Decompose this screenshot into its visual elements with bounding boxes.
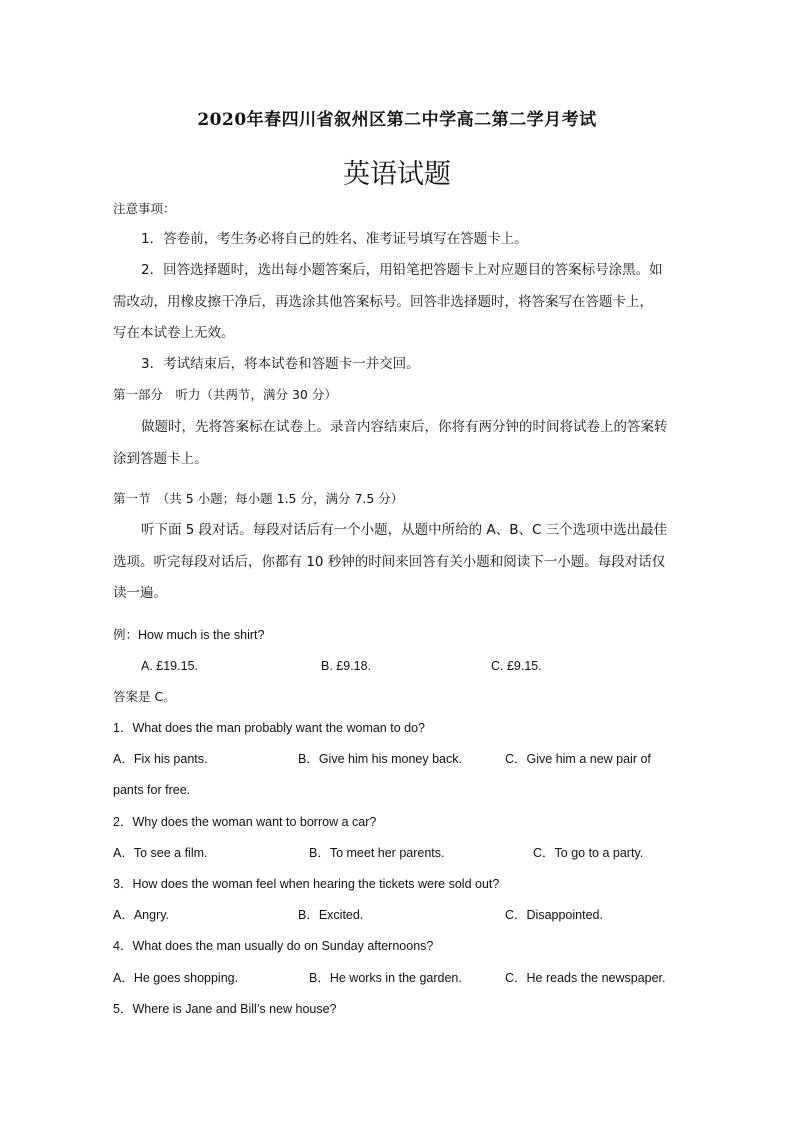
question-5: 5．Where is Jane and Bill’s new house? [113, 1002, 337, 1016]
question-2-options [113, 843, 683, 863]
question-1-option-c-continued: pants for free. [113, 783, 191, 797]
section1-intro-line-2: 选项。听完每段对话后，你都有 10 秒钟的时间来回答有关小题和阅读下一小题。每段对话仅 [113, 554, 666, 570]
notes-item-1: 1．答卷前，考生务必将自己的姓名、准考证号填写在答题卡上。 [141, 231, 528, 247]
section1-intro-line-3: 读一遍。 [113, 585, 167, 601]
question-4: 4．What does the man usually do on Sunday afternoons? [113, 939, 434, 953]
example-answer: 答案是 C。 [113, 689, 176, 704]
example-question: 例：How much is the shirt? [113, 628, 265, 642]
notes-heading: 注意事项： [113, 201, 176, 216]
part1-intro-line-2: 涂到答题卡上。 [113, 451, 208, 467]
question-1: 1．What does the man probably want the woman to do? [113, 721, 425, 735]
question-3: 3．How does the woman feel when hearing the tickets were sold out? [113, 877, 500, 891]
question-1-option-b: B．Give him his money back. [298, 752, 462, 766]
question-1-option-c: C．Give him a new pair of [505, 752, 651, 766]
question-3-option-c: C．Disappointed. [505, 908, 603, 922]
part1-intro-line-1: 做题时，先将答案标在试卷上。录音内容结束后，你将有两分钟的时间将试卷上的答案转 [141, 419, 668, 435]
example-option-a: A. £19.15. [141, 659, 198, 673]
question-4-option-c: C．He reads the newspaper. [505, 971, 666, 985]
question-3-option-b: B．Excited. [298, 908, 364, 922]
part1-heading: 第一部分 听力（共两节，满分 30 分） [113, 387, 337, 402]
section1-intro-line-1: 听下面 5 段对话。每段对话后有一个小题，从题中所给的 A、B、C 三个选项中选出最佳 [141, 522, 668, 538]
notes-item-2-line-3: 写在本试卷上无效。 [113, 325, 235, 341]
question-2: 2．Why does the woman want to borrow a car? [113, 815, 377, 829]
exam-subtitle: 英语试题 [343, 159, 451, 190]
question-3-option-a: A．Angry. [113, 908, 170, 922]
question-4-option-a: A．He goes shopping. [113, 971, 239, 985]
exam-title: 2020年春四川省叙州区第二中学高二第二学月考试 [197, 110, 597, 130]
section1-heading: 第一节 （共 5 小题；每小题 1.5 分，满分 7.5 分） [113, 491, 404, 506]
question-3-options [113, 905, 683, 925]
question-1-options [113, 749, 683, 769]
question-1-option-a: A．Fix his pants. [113, 752, 208, 766]
question-2-option-a: A．To see a film. [113, 846, 208, 860]
question-2-option-c: C．To go to a party. [533, 846, 644, 860]
example-options [113, 656, 683, 676]
notes-item-3: 3．考试结束后，将本试卷和答题卡一并交回。 [141, 356, 420, 372]
notes-item-2-line-2: 需改动，用橡皮擦干净后，再选涂其他答案标号。回答非选择题时，将答案写在答题卡上， [113, 294, 653, 310]
question-2-option-b: B．To meet her parents. [309, 846, 445, 860]
example-option-c: C. £9.15. [491, 659, 542, 673]
notes-item-2-line-1: 2．回答选择题时，选出每小题答案后，用铅笔把答题卡上对应题目的答案标号涂黑。如 [141, 262, 663, 278]
question-4-options [113, 968, 683, 988]
question-4-option-b: B．He works in the garden. [309, 971, 462, 985]
example-option-b: B. £9.18. [321, 659, 372, 673]
